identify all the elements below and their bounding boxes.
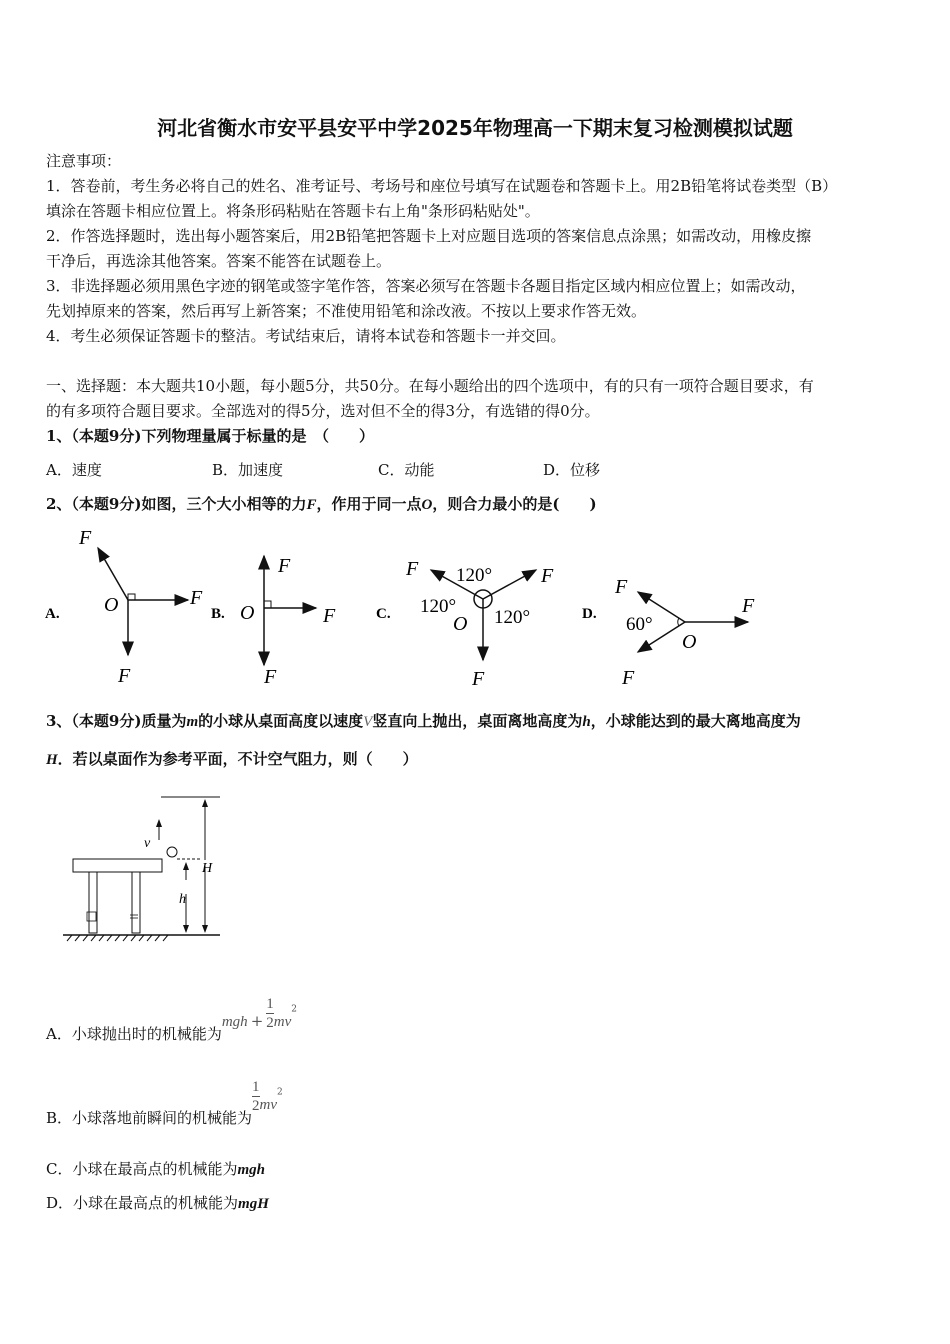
q2-d-force-right: F <box>742 595 755 617</box>
q2-c-angle-top: 120° <box>456 565 493 586</box>
q2-d-angle: 60° <box>626 614 653 635</box>
q2-stem-a: 2、（本题9分)如图，三个大小相等的力 <box>46 495 307 513</box>
frac-den: 2 <box>266 1015 274 1031</box>
q3-option-b-sq: 2 <box>277 1087 283 1098</box>
q2-diagram-d <box>614 576 755 689</box>
q3-stem-e: ．若以桌面作为参考平面，不计空气阻力，则（ ） <box>57 750 418 768</box>
note-2b: 干净后，再选涂其他答案。答案不能答在试题卷上。 <box>46 252 392 270</box>
q1-stem: 1、（本题9分)下列物理量属于标量的是 （ ） <box>46 427 374 445</box>
section-intro-a: 一、选择题：本大题共10小题，每小题5分，共50分。在每小题给出的四个选项中，有的只有一项符合题目要求，有 <box>46 377 814 395</box>
q2-b-point-o: O <box>240 602 255 624</box>
q2-label-c: C. <box>376 606 391 622</box>
section-intro-b: 的有多项符合题目要求。全部选对的得5分，选对但不全的得3分，有选错的得0分。 <box>46 402 600 420</box>
note-3b: 先划掉原来的答案，然后再写上新答案；不准使用铅笔和涂改液。不按以上要求作答无效。 <box>46 302 647 320</box>
q3-fig-h: h <box>179 892 186 907</box>
note-2a: 2．作答选择题时，选出每小题答案后，用2B铅笔把答题卡上对应题目选项的答案信息点涂黑；如需改动，用橡皮擦 <box>46 227 812 245</box>
q2-label-a: A. <box>45 606 60 622</box>
q3-option-d-text: D．小球在最高点的机械能为 <box>46 1194 239 1212</box>
q2-label-d: D. <box>582 606 597 622</box>
q3-stem-H: H <box>46 752 58 768</box>
q3-option-a-plus: + <box>250 1011 264 1030</box>
note-4: 4．考生必须保证答题卡的整洁。考试结束后，请将本试卷和答题卡一并交回。 <box>46 327 566 345</box>
q2-diagram-b <box>240 555 336 688</box>
q3-stem-c: 竖直向上抛出，桌面离地高度为 <box>372 712 583 730</box>
q3-fig-v: v <box>144 836 151 851</box>
q2-stem-f: F <box>306 497 317 513</box>
q3-stem-a: 3、（本题9分)质量为 <box>46 712 187 730</box>
q3-option-c-text: C．小球在最高点的机械能为 <box>46 1160 238 1178</box>
q3-option-a-mv: mv <box>273 1013 292 1030</box>
q2-force-diagrams <box>40 520 780 695</box>
q3-stem-line2 <box>46 749 418 770</box>
q2-a-force-upleft: F <box>79 527 92 549</box>
note-1a: 1．答卷前，考生务必将自己的姓名、准考证号、考场号和座位号填写在试题卷和答题卡上。用2B铅笔将试卷类型（B） <box>46 177 838 195</box>
q2-stem-c: ，则合力最小的是( ) <box>432 495 597 513</box>
q3-option-a-sq: 2 <box>291 1004 297 1015</box>
q2-c-angle-left: 120° <box>420 596 457 617</box>
frac-num: 1 <box>266 996 274 1012</box>
q2-stem <box>46 494 597 515</box>
q2-c-angle-right: 120° <box>494 607 531 628</box>
frac-den: 2 <box>252 1098 260 1114</box>
q3-option-a-frac <box>266 995 274 1032</box>
q3-option-b-mv: mv <box>259 1096 278 1113</box>
q3-table-figure <box>55 790 235 945</box>
note-3a: 3．非选择题必须用黑色字迹的钢笔或签字笔作答，答案必须写在答题卡各题目指定区域内相应位置上；如需改动， <box>46 277 806 295</box>
q3-stem-h: h <box>582 714 591 730</box>
q2-b-force-right: F <box>323 605 336 627</box>
q3-option-b-frac <box>252 1078 260 1115</box>
q3-option-c <box>46 1159 265 1180</box>
q3-option-c-mgh: mgh <box>237 1162 265 1178</box>
q2-stem-b: ，作用于同一点 <box>316 495 422 513</box>
q3-option-d <box>46 1193 269 1214</box>
q2-c-force-left: F <box>406 558 419 580</box>
q3-option-d-mgH: mgH <box>238 1196 269 1212</box>
q3-stem-m: m <box>186 714 199 730</box>
q1-option-b: B．加速度 <box>212 461 284 479</box>
q3-option-a <box>46 995 297 1043</box>
q3-stem-v: V <box>363 714 373 730</box>
notes-heading: 注意事项： <box>46 152 122 170</box>
q2-c-force-right: F <box>541 565 554 587</box>
q2-c-point-o: O <box>453 613 468 635</box>
q2-b-force-up: F <box>278 555 291 577</box>
q2-d-force-downleft: F <box>622 667 635 689</box>
q2-d-point-o: O <box>682 631 697 653</box>
q2-a-point-o: O <box>104 594 119 616</box>
q2-d-force-upleft: F <box>615 576 628 598</box>
q3-option-a-text: A．小球抛出时的机械能为 <box>46 1024 222 1043</box>
q3-stem-d: ，小球能达到的最大离地高度为 <box>590 712 801 730</box>
q3-option-a-mgh: mgh <box>221 1013 248 1030</box>
q2-stem-o: O <box>421 497 433 513</box>
q1-option-c: C．动能 <box>378 461 435 479</box>
q1-option-a: A．速度 <box>46 461 102 479</box>
q3-option-b <box>46 1078 283 1127</box>
note-1b: 填涂在答题卡相应位置上。将条形码粘贴在答题卡右上角"条形码粘贴处"。 <box>46 202 540 220</box>
q2-a-force-down: F <box>118 665 131 687</box>
frac-num: 1 <box>252 1079 260 1095</box>
q2-diagram-c <box>405 558 554 690</box>
page-title: 河北省衡水市安平县安平中学2025年物理高一下期末复习检测模拟试题 <box>157 116 793 140</box>
q2-a-force-right: F <box>190 587 203 609</box>
q3-stem-line1 <box>46 711 801 732</box>
q2-diagram-a <box>78 527 203 687</box>
q2-b-force-down: F <box>264 666 277 688</box>
q2-label-b: B. <box>211 606 225 622</box>
q3-stem-b: 的小球从桌面高度以速度 <box>198 712 364 730</box>
q3-option-b-text: B．小球落地前瞬间的机械能为 <box>46 1108 253 1127</box>
q3-fig-H: H <box>202 861 213 876</box>
q1-option-d: D．位移 <box>543 461 601 479</box>
q2-c-force-down: F <box>472 668 485 690</box>
